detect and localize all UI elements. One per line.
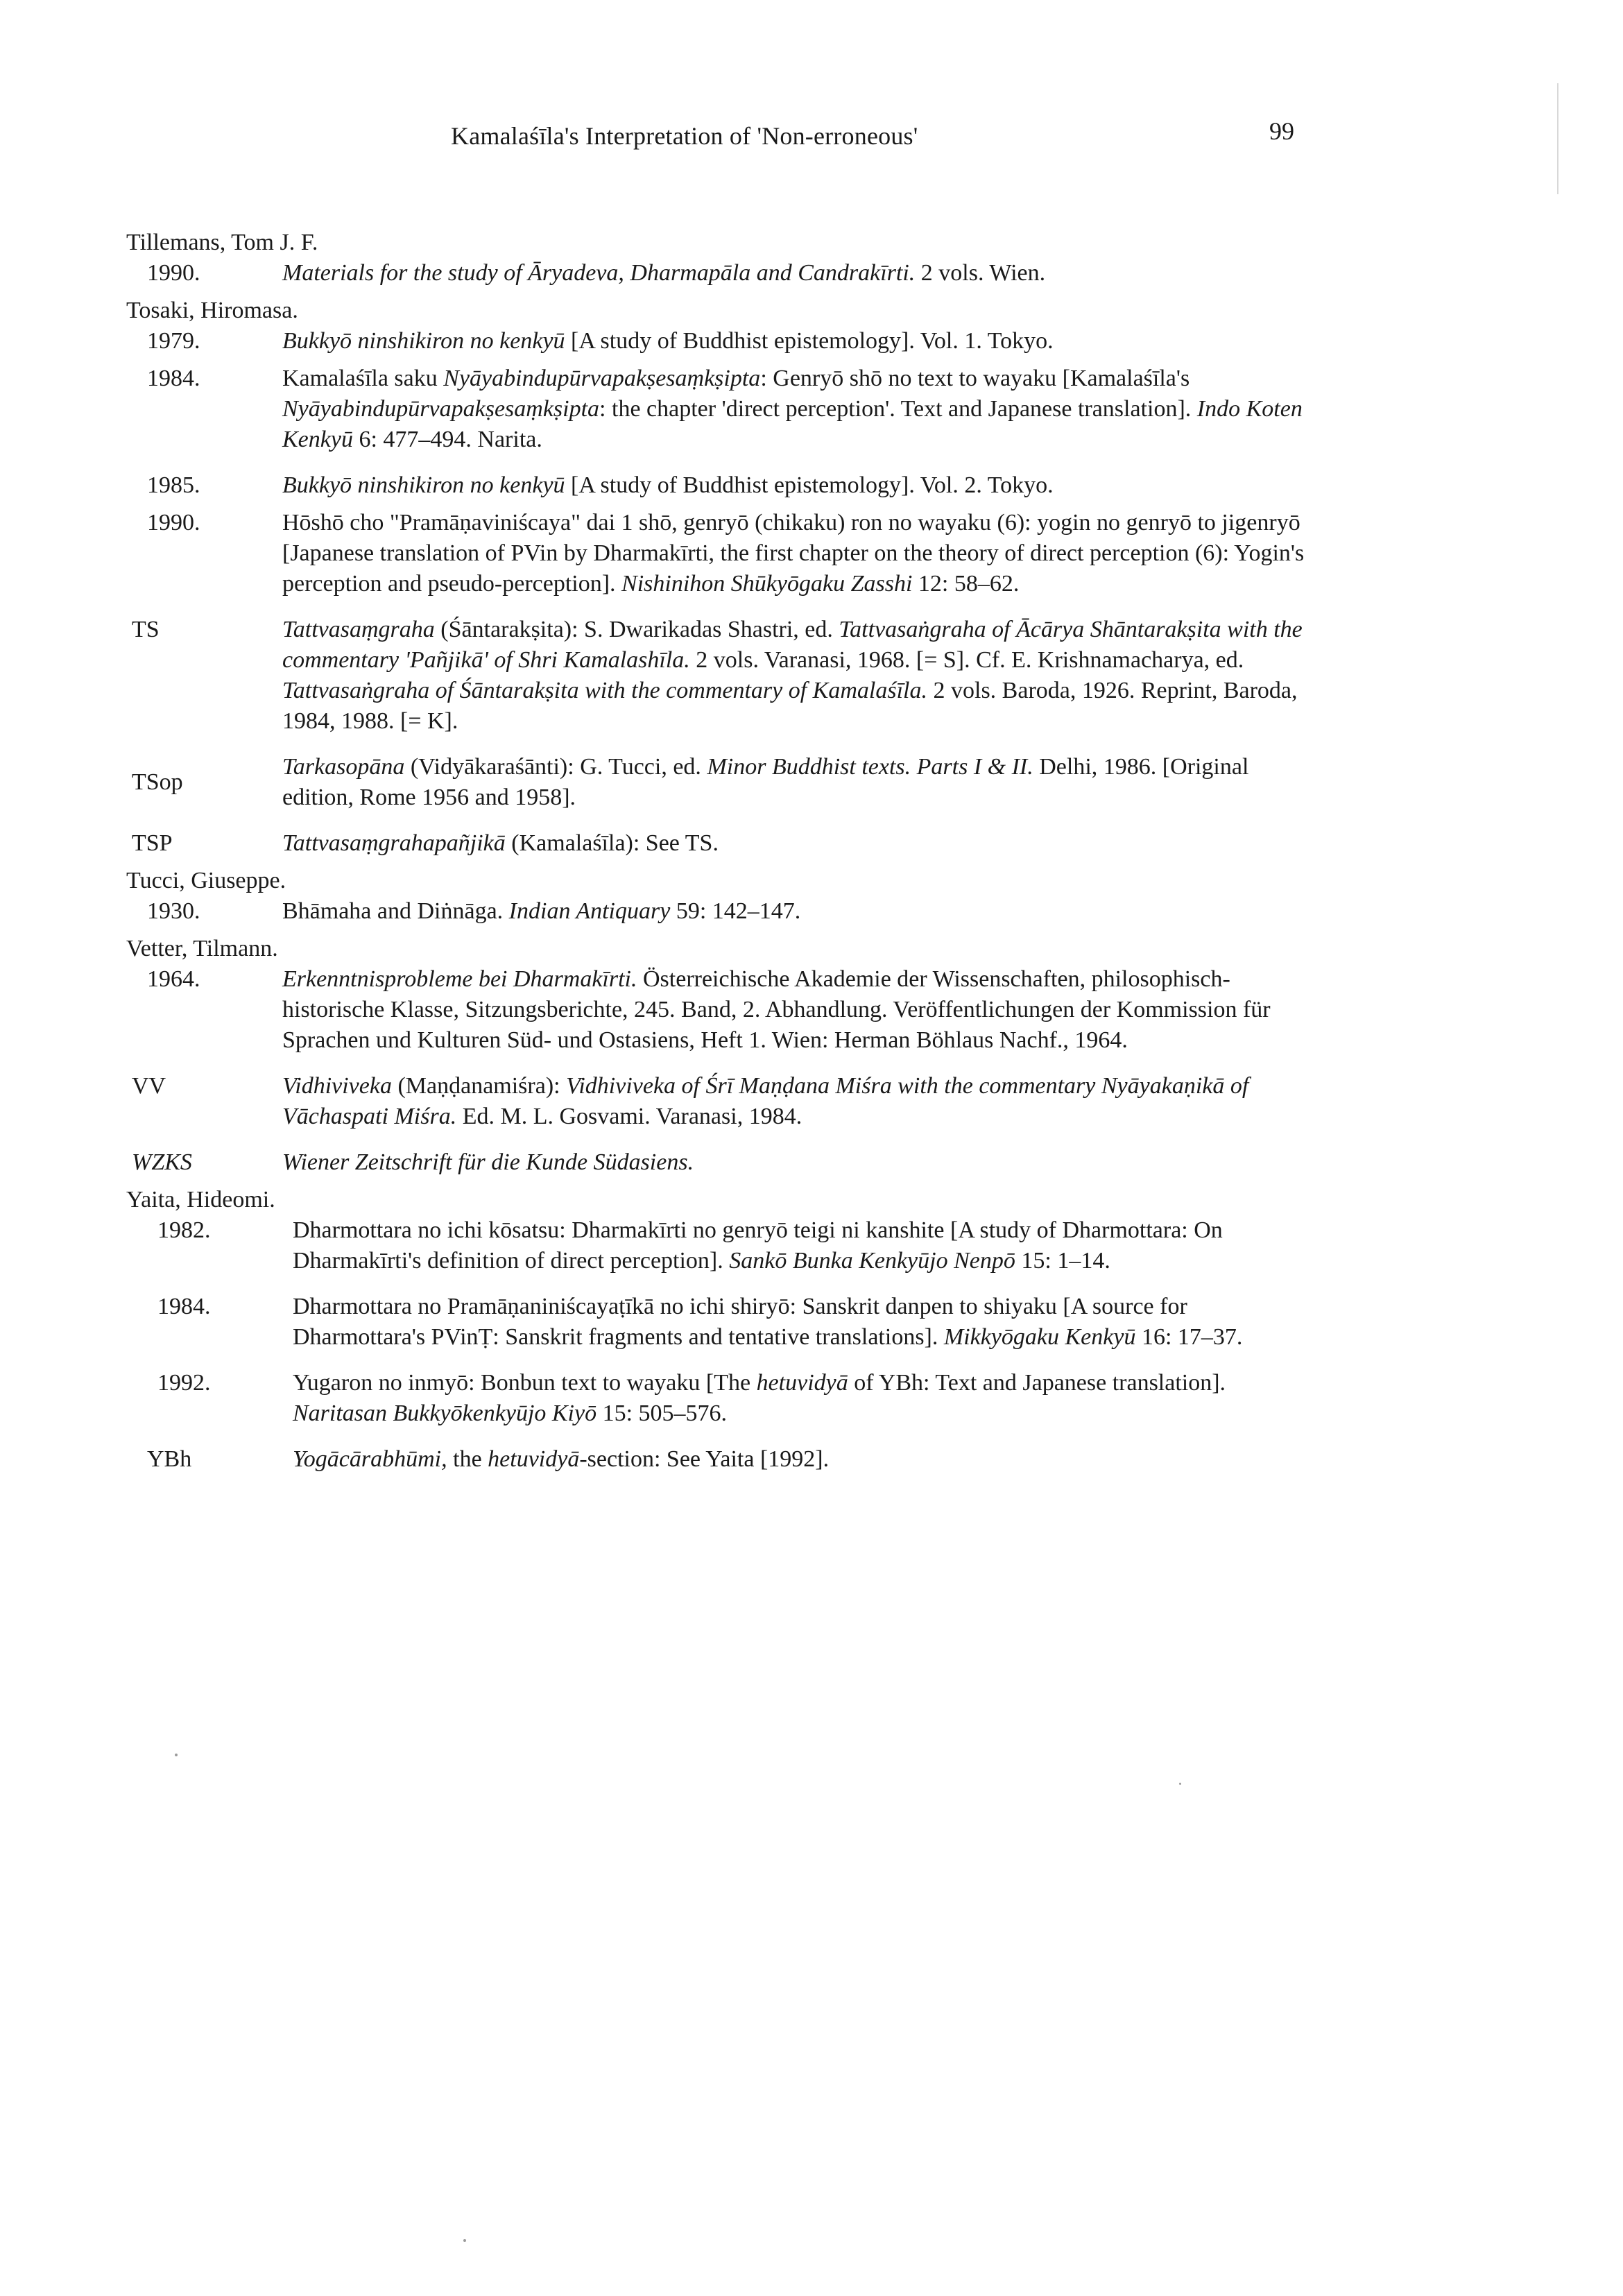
entry-year: 1992.	[157, 1370, 211, 1396]
entry-year: 1979.	[147, 328, 200, 354]
bibliography	[126, 221, 1319, 1475]
entry-details: (Kamalaśīla): See TS.	[505, 830, 719, 856]
entry-tosaki-1979	[126, 326, 1319, 357]
entry-text: Kamalaśīla saku	[282, 366, 444, 391]
entry-text: : the chapter 'direct perception'. Text and Japanese translation].	[599, 396, 1197, 422]
entry-yaita-1992	[126, 1368, 1319, 1429]
entry-details: [A study of Buddhist epistemology]. Vol. 2. Tokyo.	[565, 472, 1054, 498]
entry-title: Yogācārabhūmi,	[293, 1446, 447, 1472]
entry-details: 15: 505–576.	[596, 1400, 728, 1426]
entry-abbreviation: WZKS	[132, 1149, 192, 1175]
entry-details: [A study of Buddhist epistemology]. Vol. 1. Tokyo.	[565, 328, 1054, 354]
author-yaita: Yaita, Hideomi.	[126, 1187, 275, 1213]
author-vetter: Vetter, Tilmann.	[126, 936, 278, 961]
author-tillemans: Tillemans, Tom J. F.	[126, 230, 318, 255]
entry-title: Materials for the study of Āryadeva, Dharmapāla and Candrakīrti.	[282, 260, 916, 286]
entry-journal: Indo Koten Kenkyū	[282, 396, 1303, 452]
entry-details: 12: 58–62.	[912, 571, 1020, 597]
entry-text: (Vidyākaraśānti): G. Tucci, ed.	[404, 754, 707, 780]
entry-title: Tattvasaṃgraha	[282, 617, 435, 642]
entry-yaita-1982	[126, 1215, 1319, 1276]
entry-title: Nyāyabindupūrvapakṣesaṃkṣipta	[282, 396, 600, 422]
entry-journal: Mikkyōgaku Kenkyū	[943, 1324, 1136, 1350]
entry-text: the	[447, 1446, 488, 1472]
entry-abbreviation: YBh	[147, 1446, 192, 1472]
entry-year: 1990.	[147, 260, 200, 286]
page-number: 99	[1269, 117, 1294, 145]
entry-year: 1930.	[147, 898, 200, 924]
entry-text: Hōshō cho "Pramāṇaviniścaya" dai 1 shō, genryō (chikaku) ron no wayaku (6): yogin no genryō to jigenryō [Japanese translation of PVin by Dharmakīrti, the first chapter on the theory of direct perception (6): Yogin's perception and pseudo-perception].	[282, 510, 1305, 597]
entry-text: : Genryō shō no text to wayaku [Kamalaśīla's	[760, 366, 1190, 391]
entry-title: Minor Buddhist texts. Parts I & II.	[707, 754, 1033, 780]
entry-details: 16: 17–37.	[1135, 1324, 1243, 1350]
entry-ts	[126, 615, 1319, 737]
entry-title: Bukkyō ninshikiron no kenkyū	[282, 328, 565, 354]
entry-details: Österreichische Akademie der Wissenschaften, philosophisch-historische Klasse, Sitzungsberichte, 245. Band, 2. Abhandlung. Veröffentlichungen der Kommission für Sprachen und Kulturen Süd- und Ostasiens, Heft 1. Wien: Herman Böhlaus Nachf., 1964.	[282, 966, 1271, 1053]
entry-title: Vidhiviveka of Śrī Maṇḍana Miśra with the commentary Nyāyakaṇikā of Vāchaspati Miśra.	[282, 1073, 1249, 1129]
entry-yaita-1984	[126, 1292, 1319, 1353]
entry-year: 1982.	[157, 1217, 211, 1243]
entry-year: 1985.	[147, 472, 200, 498]
author-tucci: Tucci, Giuseppe.	[126, 868, 286, 893]
entry-ybh	[126, 1444, 1319, 1475]
entry-text: Dharmottara no Pramāṇaniniścayaṭīkā no ichi shiryō: Sanskrit danpen to shiyaku [A source for Dharmottara's PVinṬ: Sanskrit fragments and tentative translations].	[293, 1294, 1187, 1350]
entry-title: Tattvasaṃgrahapañjikā	[282, 830, 506, 856]
entry-details: Ed. M. L. Gosvami. Varanasi, 1984.	[456, 1104, 802, 1129]
entry-journal: Nishinihon Shūkyōgaku Zasshi	[621, 571, 913, 597]
entry-text: of YBh: Text and Japanese translation].	[848, 1370, 1226, 1396]
entry-tosaki-1985	[126, 470, 1319, 501]
entry-abbreviation: TSP	[132, 830, 173, 856]
entry-text: Bhāmaha and Diṅnāga.	[282, 898, 509, 924]
entry-title: hetuvidyā	[756, 1370, 848, 1396]
entry-text: (Śāntarakṣita): S. Dwarikadas Shastri, ed.	[434, 617, 839, 642]
entry-journal: Naritasan Bukkyōkenkyūjo Kiyō	[293, 1400, 597, 1426]
entry-abbreviation: TS	[132, 617, 160, 642]
scan-speck	[463, 2239, 466, 2242]
running-title: Kamalaśīla's Interpretation of 'Non-erroneous'	[451, 122, 918, 150]
entry-abbreviation: VV	[132, 1073, 166, 1099]
entry-text: Dharmottara no ichi kōsatsu: Dharmakīrti no genryō teigi ni kanshite [A study of Dharmottara: On Dharmakīrti's definition of direct perception].	[293, 1217, 1223, 1274]
entry-title: hetuvidyā	[488, 1446, 580, 1472]
entry-details: 2 vols. Baroda, 1926. Reprint, Baroda, 1984, 1988. [= K].	[282, 678, 1298, 734]
entry-title: Vidhiviveka	[282, 1073, 392, 1099]
entry-title: Tattvasaṅgraha of Ācārya Shāntarakṣita with the commentary 'Pañjikā' of Shri Kamalashīla.	[282, 617, 1303, 673]
scan-speck	[175, 1754, 178, 1756]
entry-details: -section: See Yaita [1992].	[579, 1446, 830, 1472]
scan-edge-mark	[1557, 83, 1558, 194]
entry-tosaki-1984	[126, 363, 1319, 455]
entry-details: Delhi, 1986. [Original edition, Rome 1956 and 1958].	[282, 754, 1249, 810]
entry-year: 1990.	[147, 510, 200, 536]
entry-details: 2 vols. Wien.	[915, 260, 1046, 286]
entry-wzks	[126, 1147, 1319, 1178]
entry-text: Yugaron no inmyō: Bonbun text to wayaku [The	[293, 1370, 757, 1396]
entry-text: (Maṇḍanamiśra):	[391, 1073, 567, 1099]
scan-speck	[1179, 1783, 1181, 1785]
entry-details: 6: 477–494. Narita.	[352, 427, 542, 452]
entry-journal: Indian Antiquary	[508, 898, 671, 924]
entry-abbreviation: TSop	[132, 769, 183, 795]
entry-text: 2 vols. Varanasi, 1968. [= S]. Cf. E. Krishnamacharya, ed.	[689, 647, 1244, 673]
entry-title: Tattvasaṅgraha of Śāntarakṣita with the commentary of Kamalaśīla.	[282, 678, 927, 703]
entry-tsp	[126, 828, 1319, 859]
entry-title: Erkenntnisprobleme bei Dharmakīrti.	[282, 966, 637, 992]
entry-tillemans-1990	[126, 258, 1319, 289]
entry-details: 59: 142–147.	[670, 898, 801, 924]
entry-vv	[126, 1071, 1319, 1132]
entry-journal: Sankō Bunka Kenkyūjo Nenpō	[729, 1248, 1015, 1274]
entry-tosaki-1990	[126, 508, 1319, 599]
author-tosaki: Tosaki, Hiromasa.	[126, 298, 298, 323]
entry-details: 15: 1–14.	[1015, 1248, 1110, 1274]
entry-tucci-1930	[126, 896, 1319, 927]
entry-title: Tarkasopāna	[282, 754, 405, 780]
entry-year: 1984.	[147, 366, 200, 391]
entry-year: 1984.	[157, 1294, 211, 1319]
entry-year: 1964.	[147, 966, 200, 992]
entry-title: Nyāyabindupūrvapakṣesaṃkṣipta	[443, 366, 761, 391]
entry-title: Bukkyō ninshikiron no kenkyū	[282, 472, 565, 498]
entry-vetter-1964	[126, 964, 1319, 1056]
entry-tsop	[126, 752, 1319, 813]
entry-title: Wiener Zeitschrift für die Kunde Südasiens.	[282, 1149, 694, 1175]
